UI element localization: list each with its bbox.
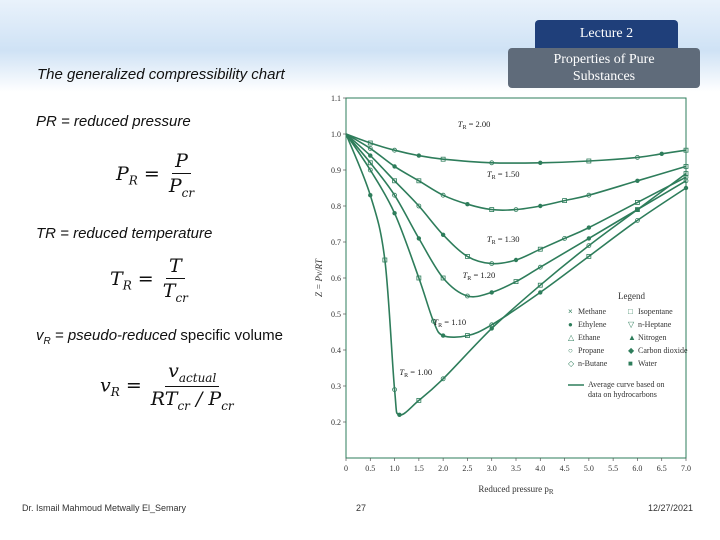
data-point [490, 326, 494, 330]
y-tick-label: 1.1 [331, 94, 341, 103]
legend-item-label: Nitrogen [638, 333, 667, 342]
y-tick-label: 0.9 [331, 166, 341, 175]
legend-item-label: n-Heptane [638, 320, 672, 329]
data-point [417, 236, 421, 240]
vr-equals: = [125, 374, 142, 397]
plot-area [346, 98, 686, 458]
y-tick-label: 0.7 [331, 238, 341, 247]
legend-item-label: n-Butane [578, 359, 608, 368]
curve-label: $T_R = 1.20$ [462, 270, 496, 282]
y-tick-label: 0.6 [331, 274, 341, 283]
tr-equation [110, 255, 191, 305]
y-axis [331, 94, 346, 427]
x-tick-label: 2.0 [438, 464, 449, 473]
data-point [392, 211, 396, 215]
legend-symbol: □ [628, 307, 633, 316]
data-point [684, 186, 688, 190]
y-tick-label: 0.8 [331, 202, 341, 211]
x-axis-label: Reduced pressure $p_R$ [478, 484, 554, 496]
legend-symbol: × [568, 307, 573, 316]
legend-item-label: Methane [578, 307, 606, 316]
data-point [587, 236, 591, 240]
pr-lhs-sub: R [128, 173, 138, 188]
footer-author: Dr. Ismail Mahmoud Metwally El_Semary [22, 503, 187, 513]
legend-item-label: Ethylene [578, 320, 607, 329]
legend-symbol: ▲ [628, 333, 636, 342]
vr-suffix: specific volume [176, 327, 283, 344]
legend-symbol: ● [568, 320, 573, 329]
vr-fraction [148, 360, 237, 413]
x-tick-label: 1.0 [389, 464, 400, 473]
vr-numerator: $v_{actual}$ [165, 360, 219, 387]
vr-equation [100, 360, 237, 413]
pr-fraction [166, 150, 197, 200]
vr-lhs-sub: R [110, 385, 120, 400]
x-tick-label: 2.5 [462, 464, 473, 473]
slide-title: The generalized compressibility chart [37, 66, 285, 83]
tr-denominator: $T_{cr}$ [162, 280, 188, 305]
pr-numerator: P [172, 150, 191, 174]
data-point [514, 258, 518, 262]
vr-prefix: v [36, 327, 44, 344]
legend-line-label-1: Average curve based on [588, 380, 665, 389]
footer-page-number: 27 [356, 503, 367, 513]
curve-label: $T_R = 1.30$ [486, 234, 520, 246]
legend-symbol: ◇ [568, 359, 575, 368]
compressibility-chart [300, 88, 705, 503]
legend-line-label-2: data on hydrocarbons [588, 390, 657, 399]
subject-line-2: Substances [572, 69, 636, 84]
curve-label: $T_R = 1.50$ [486, 169, 520, 182]
pr-lhs: P [116, 162, 129, 185]
legend-symbol: △ [568, 333, 575, 342]
vr-denominator: $RT_{cr} / P_{cr}$ [150, 387, 234, 413]
y-axis-label: Z = Pv/RT [314, 258, 324, 298]
data-point [368, 193, 372, 197]
data-point [417, 153, 421, 157]
y-tick-label: 0.2 [331, 418, 341, 427]
data-point [660, 152, 664, 156]
legend-item-label: Propane [578, 346, 605, 355]
legend-symbol: ◆ [628, 346, 635, 355]
legend-title: Legend [618, 291, 645, 301]
data-point [441, 333, 445, 337]
vr-mid: = pseudo-reduced [50, 327, 177, 344]
footer-date: 12/27/2021 [648, 503, 694, 513]
tr-lhs: T [110, 267, 123, 290]
pr-denominator: $P_{cr}$ [168, 175, 195, 200]
tr-numerator: T [166, 255, 185, 279]
y-tick-label: 0.3 [331, 382, 341, 391]
x-tick-label: 6.0 [632, 464, 643, 473]
data-point [538, 204, 542, 208]
subject-line-1: Properties of Pure [553, 52, 655, 67]
x-tick-label: 6.5 [656, 464, 667, 473]
legend-item-label: Carbon dioxide [638, 346, 688, 355]
tr-equals: = [137, 267, 154, 290]
x-tick-label: 4.0 [535, 464, 546, 473]
data-point [635, 207, 639, 211]
legend-symbol: ■ [628, 359, 633, 368]
data-point [635, 179, 639, 183]
x-tick-label: 3.0 [486, 464, 497, 473]
x-axis [344, 458, 691, 473]
vr-definition [36, 327, 283, 347]
data-point [490, 290, 494, 294]
lecture-label: Lecture 2 [579, 26, 634, 41]
subject-box [508, 48, 700, 88]
tr-lhs-sub: R [122, 278, 132, 293]
curve-label: $T_R = 2.00$ [457, 118, 491, 131]
y-tick-label: 0.5 [331, 310, 341, 319]
data-point [392, 164, 396, 168]
pr-equation [116, 150, 197, 200]
pr-definition: PR = reduced pressure [36, 113, 191, 130]
x-tick-label: 0.5 [365, 464, 376, 473]
x-tick-label: 4.5 [559, 464, 570, 473]
tr-definition: TR = reduced temperature [36, 225, 213, 242]
y-tick-label: 0.4 [331, 346, 341, 355]
data-point [538, 161, 542, 165]
y-tick-label: 1.0 [331, 130, 341, 139]
legend-symbol: ▽ [628, 320, 635, 329]
data-point [441, 233, 445, 237]
legend-item-label: Water [638, 359, 657, 368]
data-point [587, 225, 591, 229]
curve-label: $T_R = 1.00$ [399, 367, 433, 380]
legend-symbol: ○ [568, 346, 573, 355]
x-tick-label: 1.5 [413, 464, 424, 473]
data-point [397, 413, 401, 417]
x-tick-label: 0 [344, 464, 348, 473]
legend-item-label: Ethane [578, 333, 601, 342]
x-tick-label: 3.5 [511, 464, 521, 473]
tr-fraction [160, 255, 191, 305]
data-point [465, 202, 469, 206]
vr-lhs: v [100, 374, 111, 397]
x-tick-label: 5.5 [608, 464, 619, 473]
x-tick-label: 5.0 [583, 464, 594, 473]
data-point [368, 153, 372, 157]
x-tick-label: 7.0 [681, 464, 691, 473]
data-point [538, 290, 542, 294]
lecture-tab [535, 20, 678, 48]
curve-label: $T_R = 1.10$ [433, 316, 467, 329]
pr-equals: = [143, 162, 160, 185]
legend-item-label: Isopentane [638, 307, 673, 316]
vr-sub: R [43, 336, 51, 347]
